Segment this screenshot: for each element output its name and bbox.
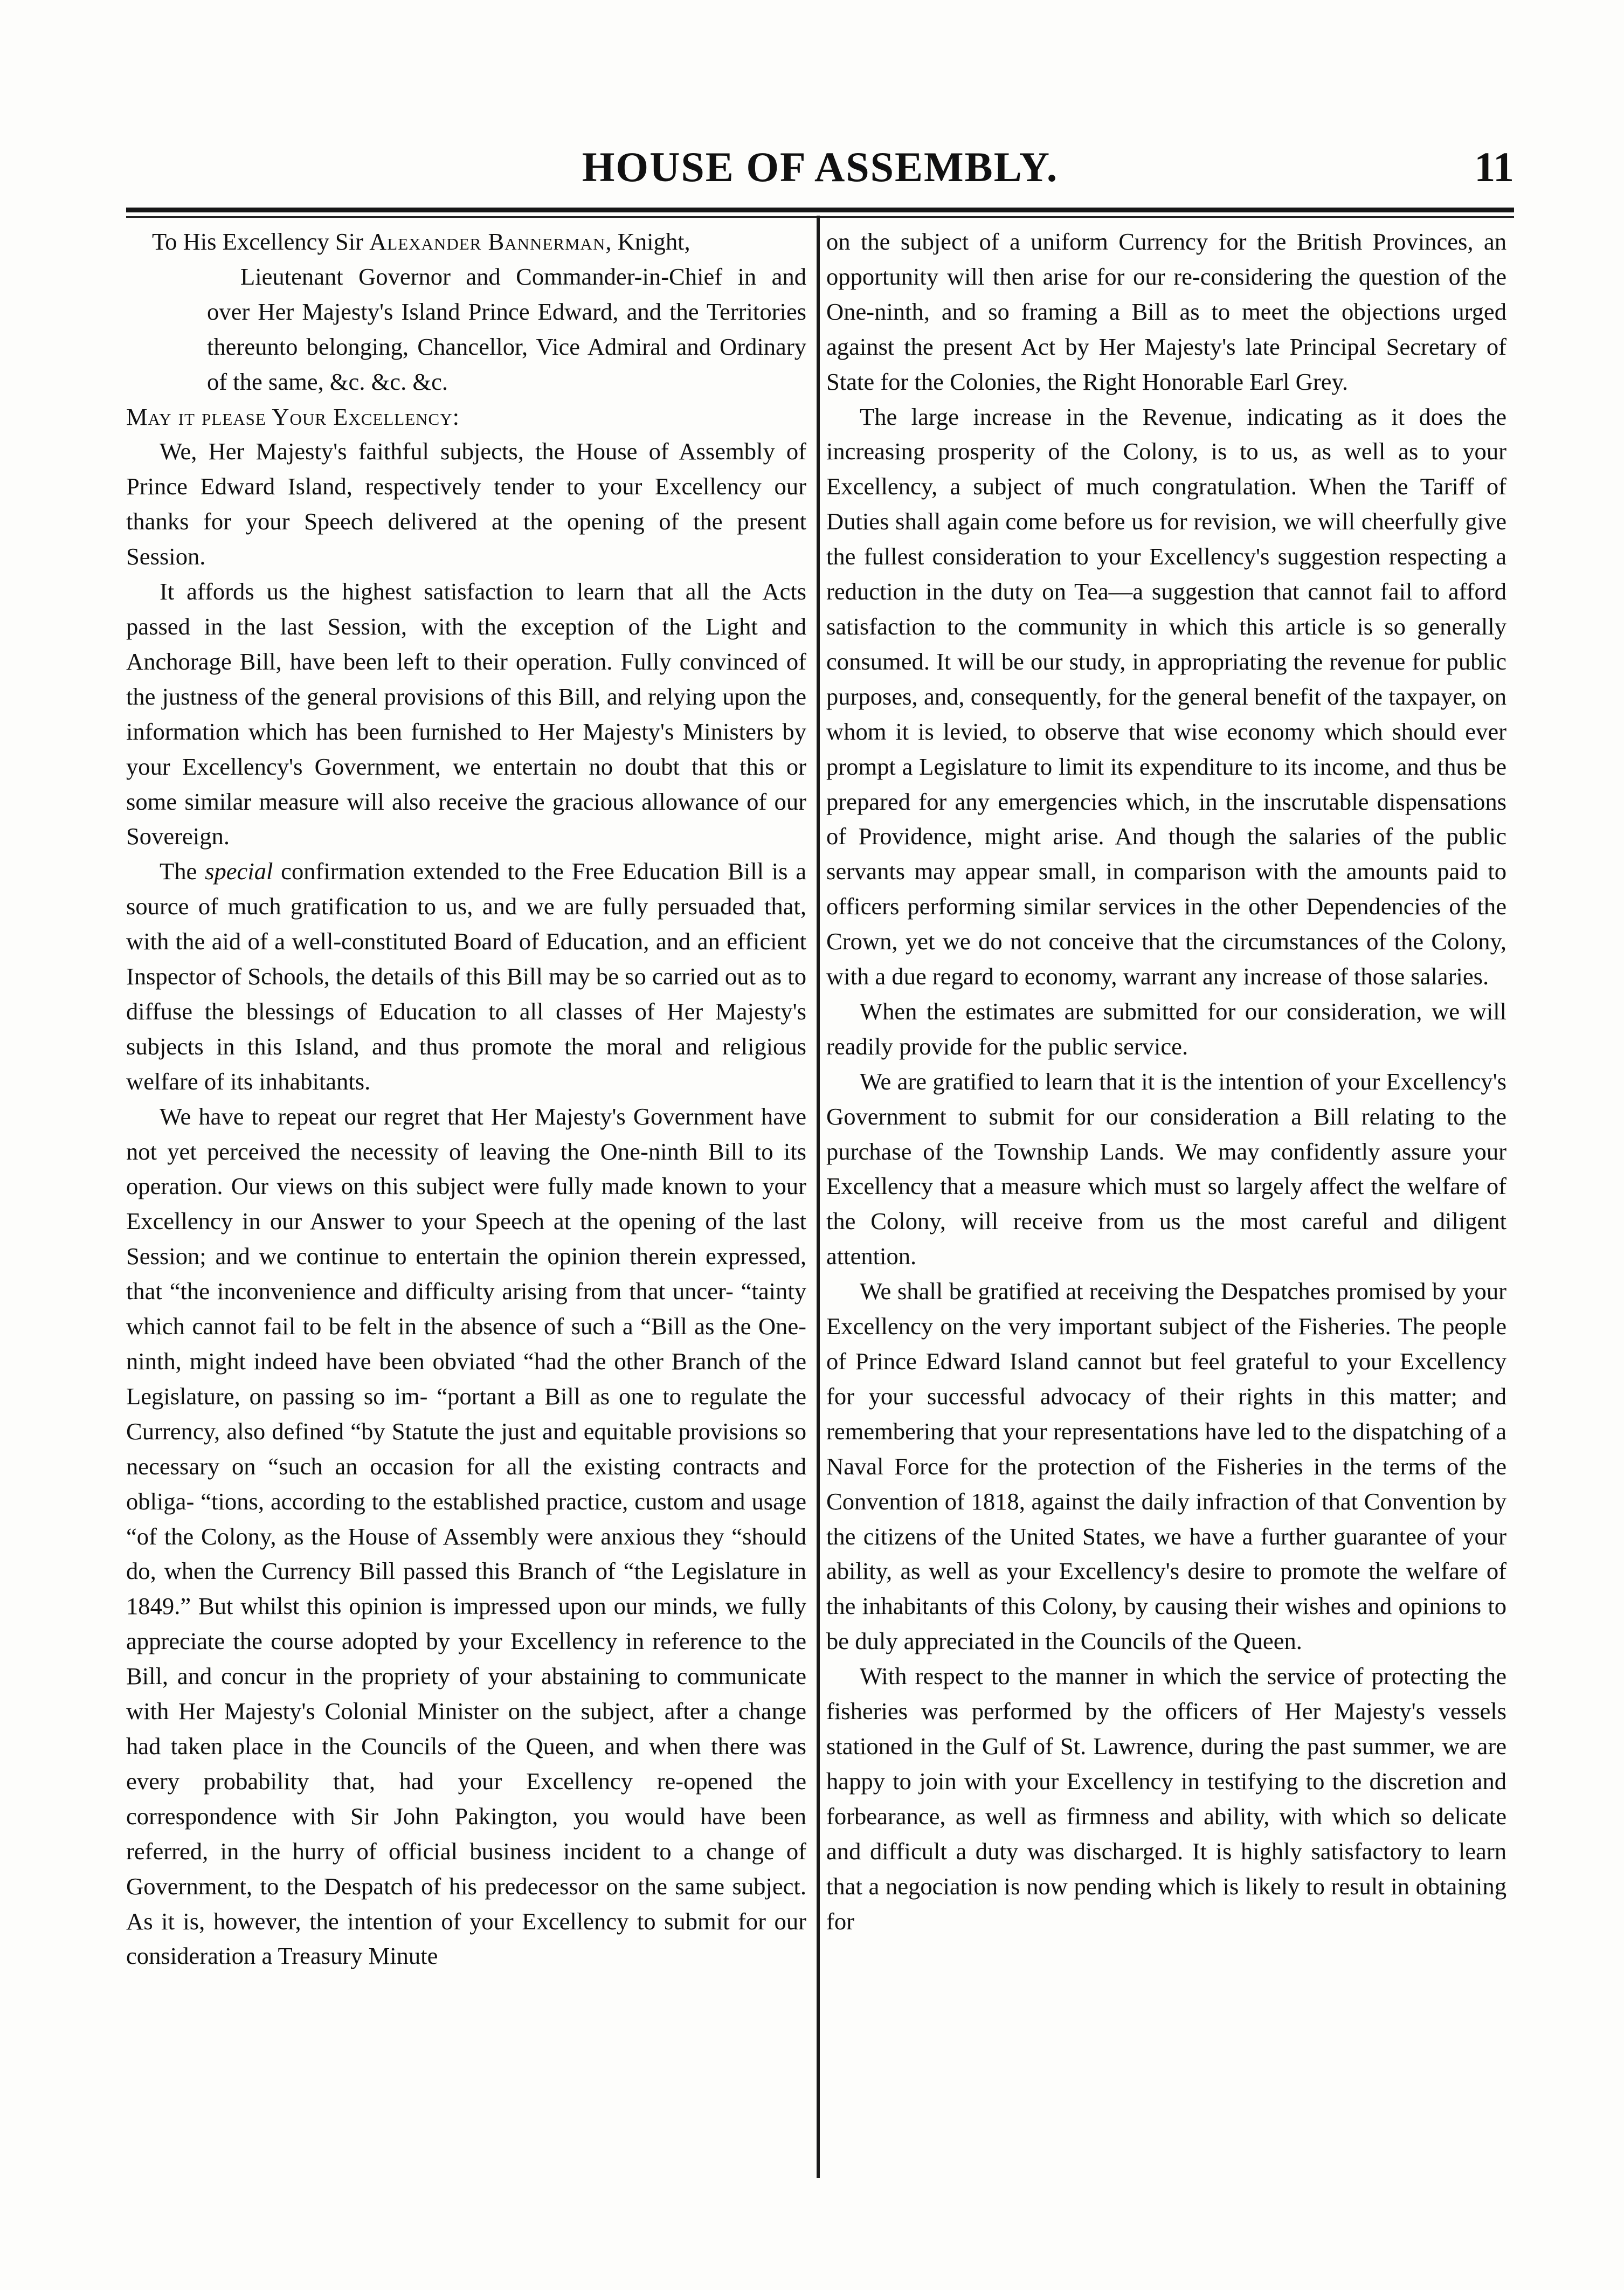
column-divider <box>817 216 820 2178</box>
address-line-1 <box>126 224 806 259</box>
paragraph: We, Her Majesty's faithful subjects, the House of Assembly of Prince Edward Island, respectively tender to your Excellency our thanks for your Speech delivered at the opening of the present Session. <box>126 438 806 570</box>
special-after: confirmation extended to the Free Education Bill is a source of much gratification to us, and we are fully persuaded that, with the aid of a well-constituted Board of Education, and an efficient Inspector of Schools, the details of this Bill may be so carried out as to diffuse the blessings of Education to all classes of Her Majesty's subjects in this Island, and thus promote the moral and religious welfare of its inhabitants. <box>126 858 806 1095</box>
address-prefix: To His Excellency Sir <box>152 228 363 255</box>
paragraph: We have to repeat our regret that Her Majesty's Government have not yet perceived the necessity of leaving the One-ninth Bill to its operation. Our views on this subject were fully made known to your Excellency in our Answer to your Speech at the opening of the last Session; and we continue to entertain the opinion therein expressed, that “the inconvenience and difficulty arising from that uncer- “tainty which cannot fail to be felt in the absence of such a “Bill as the One-ninth, might indeed have been obviated “had the other Branch of the Legislature, on passing so im- “portant a Bill as one to regulate the Currency, also defined “by Statute the just and equitable provisions so necessary on “such an occasion for all the existing contracts and obliga- “tions, according to the established practice, custom and usage “of the Colony, as the House of Assembly were anxious they “should do, when the Currency Bill passed this Branch of “the Legislature in 1849.” But whilst this opinion is impressed upon our minds, we fully appreciate the course adopted by your Excellency in reference to the Bill, and concur in the propriety of your abstaining to communicate with Her Majesty's Colonial Minister on the subject, after a change had taken place in the Councils of the Queen, and when there was every probability that, had your Excellency re-opened the correspondence with Sir John Pakington, you would have been referred, in the hurry of official business incident to a change of Government, to the Despatch of his predecessor on the same subject. As it is, however, the intention of your Excellency to submit for our consideration a Treasury Minute <box>126 1102 806 1970</box>
paragraph: When the estimates are submitted for our consideration, we will readily provide for the public service. <box>826 997 1506 1060</box>
governor-name: Alexander Bannerman <box>369 228 606 255</box>
paragraph: The large increase in the Revenue, indicating as it does the increasing prosperity of the Colony, is to us, as well as to your Excellency, a subject of much congratulation. When the Tariff of Duties shall again come before us for revision, we will cheerfully give the fullest consideration to your Excellency's suggestion respecting a reduction in the duty on Tea—a suggestion that cannot fail to afford satisfaction to the community in which this article is so generally consumed. It will be our study, in appropriating the revenue for public purposes, and, consequently, for the general benefit of the taxpayer, on whom it is levied, to observe that wise economy which should ever prompt a Legislature to limit its expenditure to its income, and thus be prepared for any emergencies which, in the inscrutable dispensations of Providence, might arise. And though the salaries of the public servants may appear small, in comparison with the amounts paid to officers performing similar services in the other Dependencies of the Crown, yet we do not conceive that the circumstances of the Colony, with a due regard to economy, warrant any increase of those salaries. <box>826 403 1506 990</box>
paragraph: With respect to the manner in which the service of protecting the fisheries was performed by the officers of Her Majesty's vessels stationed in the Gulf of St. Lawrence, during the past summer, we are happy to join with your Excellency in testifying to the discretion and forbearance, as well as firmness and ability, with which so delicate and difficult a duty was discharged. It is highly satisfactory to learn that a negociation is now pending which is likely to result in obtaining for <box>826 1663 1506 1935</box>
running-head: HOUSE OF ASSEMBLY. <box>582 143 1059 190</box>
special-italic: special <box>205 858 273 885</box>
special-before: The <box>160 858 197 885</box>
address-suffix: , Knight, <box>605 228 690 255</box>
header-rule-thin <box>126 216 1514 218</box>
paragraph-special <box>126 854 806 1099</box>
page-number: 11 <box>1474 143 1514 190</box>
address-line-2: Lieutenant Governor and Commander-in-Chief in and over Her Majesty's Island Prince Edward, and the Territories thereunto belonging, Chancellor, Vice Admiral and Ordinary of the same, &c. &c. &c. <box>207 263 806 395</box>
header-rule <box>126 208 1514 212</box>
address-block <box>126 224 806 399</box>
paragraph: It affords us the highest satisfaction to learn that all the Acts passed in the last Session, with the exception of the Light and Anchorage Bill, have been left to their operation. Fully convinced of the justness of the general provisions of this Bill, and relying upon the information which has been furnished to Her Majesty's Ministers by your Excellency's Government, we entertain no doubt that this or some similar measure will also receive the gracious allowance of our Sovereign. <box>126 578 806 850</box>
left-column <box>126 224 806 2176</box>
paragraph: We are gratified to learn that it is the intention of your Excellency's Government to submit for our consideration a Bill relating to the purchase of the Township Lands. We may confidently assure your Excellency that a measure which must so largely affect the welfare of the Colony, will receive from us the most careful and diligent attention. <box>826 1067 1506 1270</box>
paragraph-continued: on the subject of a uniform Currency for the British Provinces, an opportunity will then arise for our re-considering the question of the One-ninth, and so framing a Bill as to meet the objections urged against the present Act by Her Majesty's late Principal Secretary of State for the Colonies, the Right Honorable Earl Grey. <box>826 228 1506 395</box>
right-column <box>826 224 1506 2176</box>
page-header <box>126 137 1514 197</box>
paragraph: We shall be gratified at receiving the Despatches promised by your Excellency on the very important subject of the Fisheries. The people of Prince Edward Island cannot but feel grateful to your Excellency for your successful advocacy of their rights in this matter; and remembering that your representations have led to the dispatching of a Naval Force for the protection of the Fisheries in the terms of the Convention of 1818, against the daily infraction of that Convention by the citizens of the United States, we have a further guarantee of your ability, as well as your Excellency's desire to promote the welfare of the inhabitants of this Colony, by causing their wishes and opinions to be duly appreciated in the Councils of the Queen. <box>826 1278 1506 1655</box>
salutation: May it please Your Excellency: <box>126 403 460 430</box>
